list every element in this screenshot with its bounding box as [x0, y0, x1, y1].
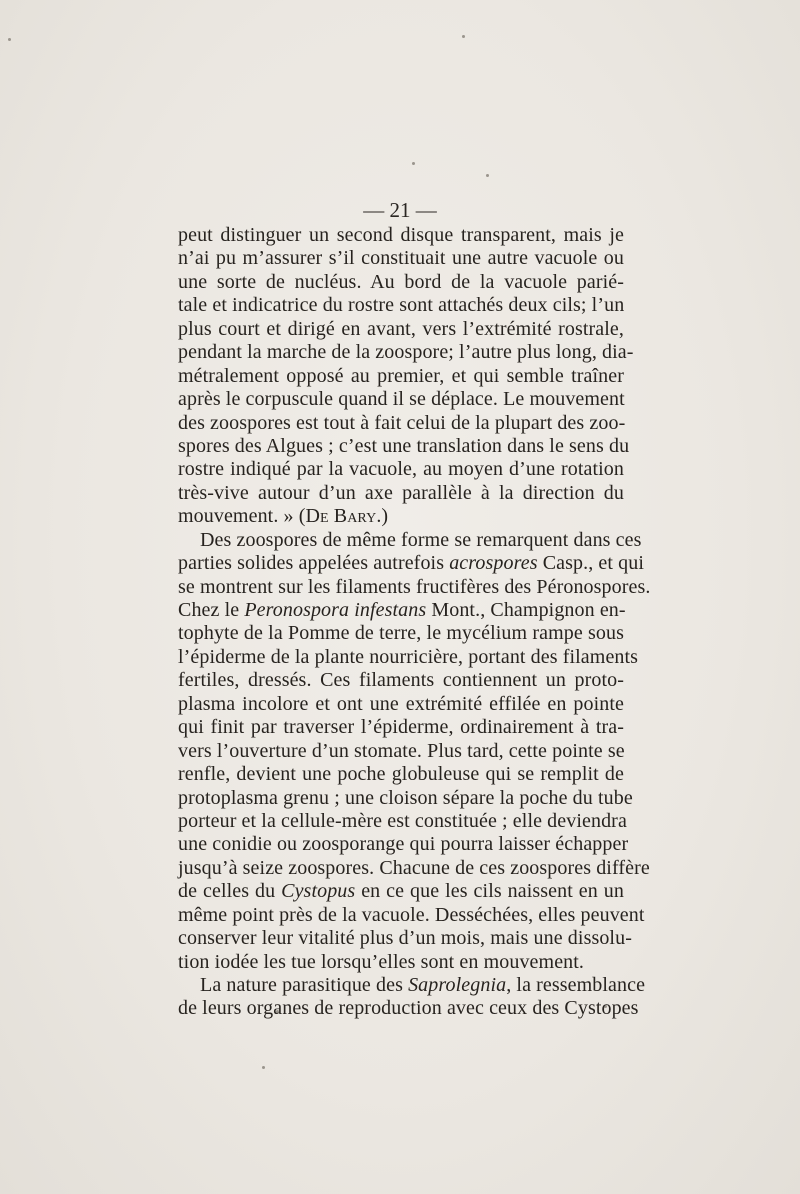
text-run: Mont., Champignon en-	[426, 599, 626, 621]
text-line	[178, 341, 634, 364]
text-line	[178, 482, 624, 505]
text-line	[178, 271, 624, 294]
text-run: tophyte de la Pomme de terre, le mycélium rampe sous	[178, 622, 624, 645]
text-line	[178, 388, 624, 411]
text-line	[178, 434, 630, 458]
text-run: Des zoospores de même forme se remarquent dans ces	[200, 528, 642, 551]
text-run: renfle, devient une poche globuleuse qui se remplit de	[178, 763, 624, 786]
text-line	[178, 716, 624, 739]
text-line	[178, 693, 624, 716]
text-line	[178, 247, 624, 270]
text-line	[178, 951, 624, 974]
text-run: après le corpuscule quand il se déplace. Le mouvement	[178, 388, 625, 411]
text-line	[178, 927, 632, 950]
italic-term: Cystopus	[281, 880, 356, 903]
text-run: tion iodée les tue lorsqu’elles sont en mouvement.	[178, 950, 585, 973]
text-line	[178, 412, 624, 435]
italic-term: acrospores	[449, 552, 538, 575]
text-line	[178, 224, 624, 247]
text-run: même point près de la vacuole. Desséchées, elles peuvent	[178, 903, 645, 926]
text-run: porteur et la cellule-mère est constituée ; elle deviendra	[178, 809, 627, 832]
text-line	[178, 669, 624, 692]
text-line	[178, 622, 624, 645]
text-run: plus court et dirigé en avant, vers l’extrémité rostrale,	[178, 317, 624, 340]
text-line	[178, 856, 650, 880]
text-run: fertiles, dressés. Ces filaments contiennent un proto-	[178, 669, 624, 692]
text-run: mouvement. » (De Bary.)	[178, 505, 389, 528]
text-line	[178, 997, 639, 1020]
text-run: de celles du	[178, 880, 282, 903]
text-run: , la ressemblance	[506, 974, 646, 996]
text-run: une conidie ou zoosporange qui pourra laisser échapper	[178, 833, 629, 856]
text-run: spores des Algues ; c’est une translation dans le sens du	[178, 434, 630, 457]
text-line	[178, 528, 642, 552]
paper-speck	[412, 162, 415, 165]
text-line	[178, 365, 624, 388]
body-text	[178, 224, 651, 1021]
text-run: Chez le	[178, 599, 245, 621]
text-line	[178, 740, 624, 763]
text-run: métralement opposé au premier, et qui semble traîner	[178, 364, 624, 387]
text-line	[178, 880, 624, 903]
text-line	[178, 318, 624, 341]
text-run: de leurs organes de reproduction avec ceux des Cystopes	[178, 997, 639, 1020]
text-run: qui finit par traverser l’épiderme, ordinairement à tra-	[178, 716, 624, 739]
text-run: Casp., et qui	[537, 552, 644, 575]
text-run: se montrent sur les filaments fructifères des Péronospores.	[178, 575, 651, 598]
paper-speck	[486, 174, 489, 177]
italic-term: Peronospora infestans	[244, 599, 427, 621]
author-name: De Bary	[305, 505, 377, 528]
text-run: en ce que les cils naissent en un	[355, 880, 624, 903]
text-line	[178, 786, 633, 810]
text-line	[178, 505, 624, 528]
text-run: des zoospores est tout à fait celui de la plupart des zoo-	[178, 411, 626, 434]
page-number: — 21 —	[363, 198, 437, 222]
text-run: une sorte de nucléus. Au bord de la vacuole parié-	[178, 270, 624, 293]
text-line	[178, 903, 645, 927]
text-line	[178, 294, 624, 317]
text-line	[178, 833, 629, 856]
paper-speck	[262, 1066, 265, 1069]
text-run: l’épiderme de la plante nourricière, portant des filaments	[178, 645, 639, 668]
text-run: tale et indicatrice du rostre sont attachés deux cils; l’un	[178, 294, 625, 317]
text-run: n’ai pu m’assurer s’il constituait une autre vacuole ou	[178, 247, 624, 270]
paper-speck	[8, 38, 11, 41]
italic-term: Saprolegnia	[408, 974, 507, 996]
text-line	[178, 575, 651, 599]
text-run: vers l’ouverture d’un stomate. Plus tard, cette pointe se	[178, 739, 625, 762]
text-line	[178, 599, 624, 622]
text-run: peut distinguer un second disque transparent, mais je	[178, 224, 624, 246]
text-line	[178, 552, 644, 575]
text-line	[178, 809, 627, 833]
text-run: La nature parasitique des	[200, 974, 409, 996]
text-run: parties solides appelées autrefois	[178, 552, 450, 575]
text-line	[178, 763, 624, 786]
text-run: pendant la marche de la zoospore; l’autre plus long, dia-	[178, 341, 634, 364]
text-run: jusqu’à seize zoospores. Chacune de ces zoospores diffère	[178, 856, 650, 879]
text-line	[178, 645, 639, 669]
text-run: conserver leur vitalité plus d’un mois, mais une dissolu-	[178, 927, 632, 950]
paper-speck	[462, 35, 465, 38]
text-line	[178, 458, 624, 481]
text-run: protoplasma grenu ; une cloison sépare la poche du tube	[178, 786, 633, 809]
text-line	[178, 974, 646, 997]
text-run: très-vive autour d’un axe parallèle à la direction du	[178, 481, 624, 504]
text-run: plasma incolore et ont une extrémité effilée en pointe	[178, 692, 624, 715]
text-run: rostre indiqué par la vacuole, au moyen d’une rotation	[178, 458, 624, 481]
